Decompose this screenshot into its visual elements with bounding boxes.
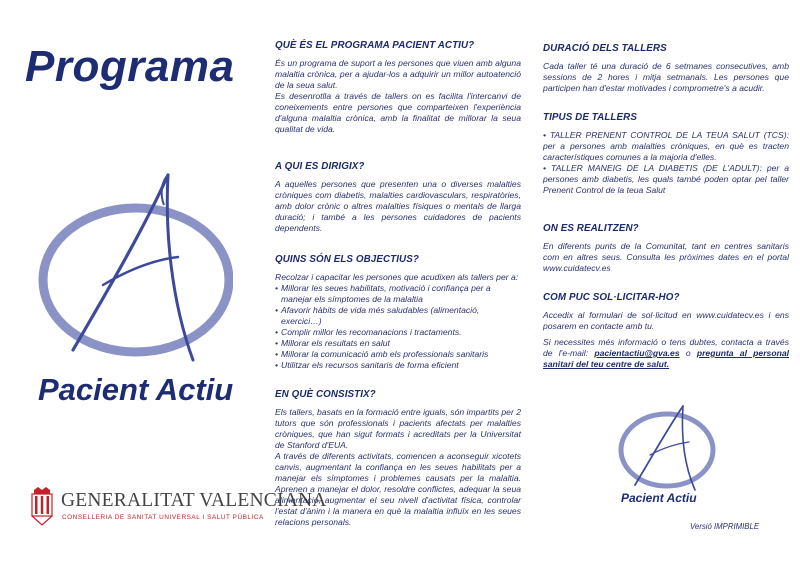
list-item: • Millorar la comunicació amb els professionals sanitaris <box>275 349 521 360</box>
section-consists <box>275 389 521 528</box>
paragraph: Es desenrotlla a través de tallers on es facilita l'intercanvi de coneixements entre persones que comparteixen l'experiència d'alguna malaltia crònica, amb la finalitat de millorar la seua qualitat de vida. <box>275 91 521 134</box>
paragraph: Recolzar i capacitar les persones que acudixen als tallers per a: <box>275 272 519 282</box>
brand-name-small: Pacient Actiu <box>621 491 697 505</box>
generalitat-name: GENERALITAT VALENCIANA <box>61 490 327 511</box>
section-how-to-apply <box>543 292 789 370</box>
generalitat-logo <box>24 486 327 534</box>
brand-name: Pacient Actiu <box>38 372 234 407</box>
paragraph: Cada taller té una duració de 6 setmanes consecutives, amb sessions de 2 hores i mitja setmanals. Les persones que participen han d'estar motivades i comprometre's a acudir. <box>543 61 789 93</box>
email-link[interactable]: pacientactiu@gva.es <box>594 348 680 358</box>
paragraph: Accedix al formulari de sol·licitud en www.cuidatecv.es i ens posarem en contacte amb tu. <box>543 310 789 331</box>
contact-paragraph <box>543 337 789 370</box>
paragraph: En diferents punts de la Comunitat, tant en centres sanitaris com en altres seus. Consulta les pròximes dates en el portal www.cuidatecv.es <box>543 241 789 273</box>
paragraph: • TALLER PRENENT CONTROL DE LA TEUA SALUT (TCS): per a persones amb malalties cròniques, en què es tracten característiques comunes a la majoria d'elles. <box>543 130 789 162</box>
section-heading: EN QUÈ CONSISTIX? <box>275 389 376 400</box>
paragraph: A aquelles persones que presenten una o diverses malalties cròniques com diabetis, malalties cardiovasculars, respiratòries, amb dolor crònic o altres malalties físiques o mentals de llarga duració; i també a les persones cuidadores de pacients dependents. <box>275 179 521 233</box>
pacient-actiu-logo-small <box>613 400 718 495</box>
section-heading: COM PUC SOL·LICITAR-HO? <box>543 292 680 303</box>
paragraph: És un programa de suport a les persones que viuen amb alguna malaltia crònica, per a ajudar-los a adquirir un millor autoatenció de la seua salut. <box>275 58 521 90</box>
conselleria-name: CONSELLERIA DE SANITAT UNIVERSAL I SALUT PÚBLICA <box>62 514 264 521</box>
section-heading: QUÈ ÉS EL PROGRAMA PACIENT ACTIU? <box>275 40 475 51</box>
section-heading: DURACIÓ DELS TALLERS <box>543 43 667 54</box>
paragraph: Els tallers, basats en la formació entre iguals, són impartits per 2 tutors que són professionals i pacients afectats per malalties cròniques, que han sigut formats i acreditats per la Universitat de Stanford d'EUA. <box>275 407 521 450</box>
version-label: Versió IMPRIMIBLE <box>690 522 760 531</box>
pacient-actiu-logo <box>33 160 233 375</box>
connector-text: o <box>679 348 697 358</box>
section-heading: A QUI ES DIRIGIX? <box>275 161 365 172</box>
list-item: • Millorar els resultats en salut <box>275 338 521 349</box>
section-heading: QUINS SÓN ELS OBJECTIUS? <box>275 254 419 265</box>
section-objectives <box>275 254 521 371</box>
paragraph: • TALLER MANEIG DE LA DIABETIS (DE L'ADULT): per a persones amb diabetis, les quals també poden optar pel taller Prenent Control de la teua Salut <box>543 163 789 195</box>
list-item: • Utilitzar els recursos sanitaris de forma eficient <box>275 360 521 371</box>
contact-text: Si necessites més informació o tens dubtes, contacta a través de l'e-mail: <box>543 337 789 358</box>
crest-icon <box>30 486 54 526</box>
section-heading: ON ES REALITZEN? <box>543 223 639 234</box>
list-item: • Millorar les seues habilitats, motivació i confiança per a manejar els símptomes de la malaltia <box>275 283 521 305</box>
section-types <box>543 112 789 196</box>
section-where <box>543 223 789 274</box>
list-item: • Complir millor les recomanacions i tractaments. <box>275 327 521 338</box>
program-title: Programa <box>25 42 235 91</box>
list-item: • Afavorir hàbits de vida més saludables (alimentació, exercici…) <box>275 305 521 327</box>
health-center-link[interactable]: pregunta al personal sanitari del teu centre de salut. <box>543 348 790 369</box>
paragraph: A través de diferents activitats, comencen a aconseguir xicotets canvis, augmentant la confiança en les seues habilitats per a manejar els símptomes i problemes causats per la malaltia. Aprenen a manejar el dolor, resoldre conflictes, adequar la seua alimentació, augmentar el seu nivell d'activitat física, controlar l'estat d'ànim i la manera en què la malaltia influïx en les seues relacions personals. <box>275 451 521 527</box>
section-heading: TIPUS DE TALLERS <box>543 112 637 123</box>
objectives-list <box>275 283 521 371</box>
section-who <box>275 161 521 234</box>
section-what-is <box>275 40 521 135</box>
section-duration <box>543 43 789 94</box>
